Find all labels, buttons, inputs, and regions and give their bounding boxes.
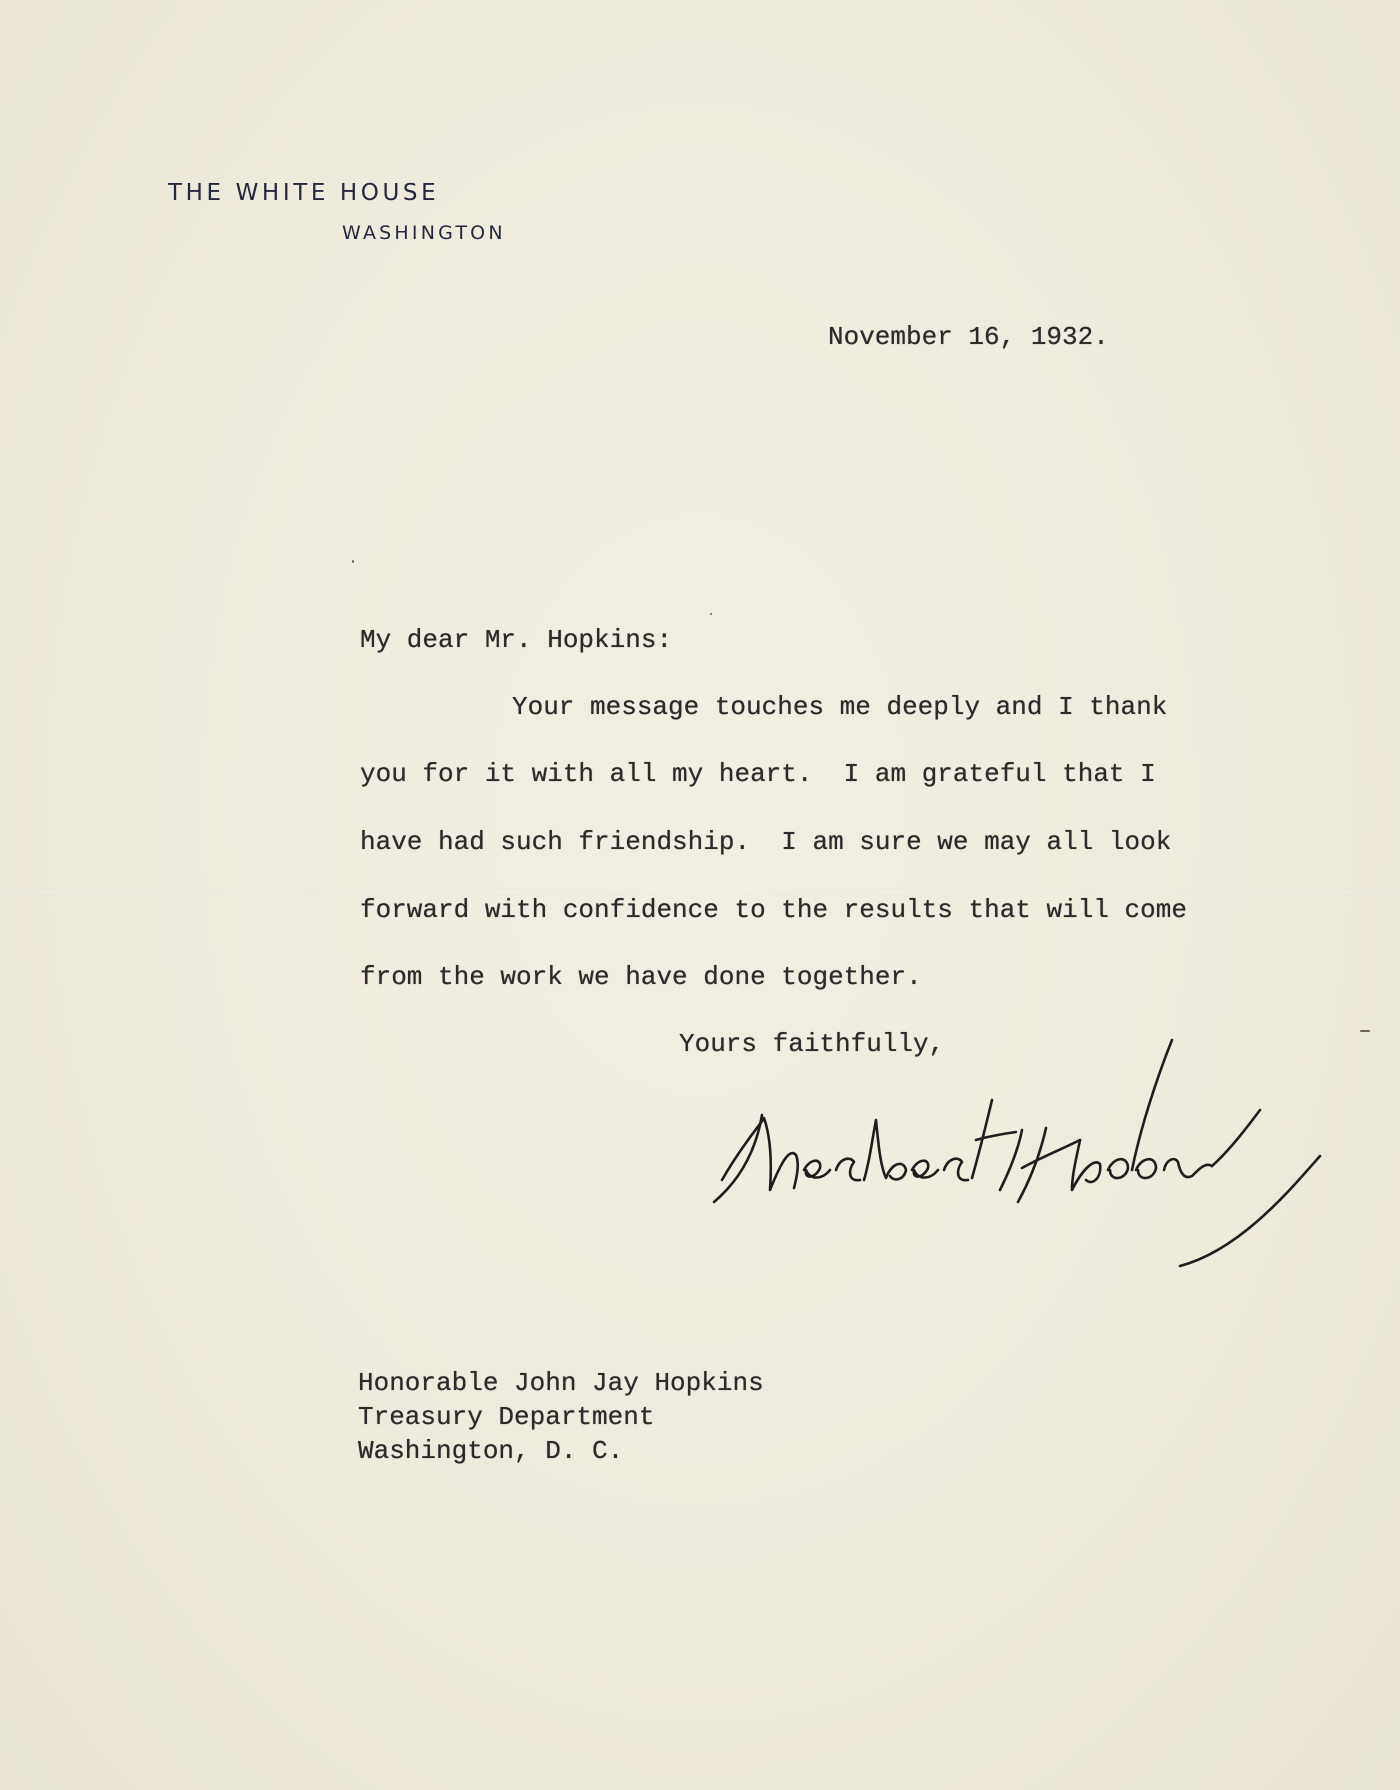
handwritten-signature — [700, 1030, 1360, 1270]
addressee-name: Honorable John Jay Hopkins — [358, 1368, 764, 1398]
body-line-5: from the work we have done together. — [360, 962, 922, 992]
letter-salutation: My dear Mr. Hopkins: — [360, 625, 673, 655]
paper-speck — [1360, 1030, 1370, 1032]
paper-speck — [710, 613, 712, 615]
letter-closing: Yours faithfully, — [679, 1029, 945, 1059]
letterhead-title: THE WHITE HOUSE — [168, 180, 440, 206]
body-line-4: forward with confidence to the results that will come — [360, 895, 1187, 925]
body-line-3: have had such friendship. I am sure we may all look — [360, 827, 1172, 857]
addressee-location: Washington, D. C. — [358, 1436, 624, 1466]
letter-date: November 16, 1932. — [828, 322, 1109, 352]
body-line-1: Your message touches me deeply and I thank — [512, 692, 1168, 722]
body-line-2: you for it with all my heart. I am grateful that I — [360, 759, 1156, 789]
letterhead-city: WASHINGTON — [342, 222, 506, 244]
addressee-department: Treasury Department — [358, 1402, 655, 1432]
paper-speck — [352, 560, 354, 563]
